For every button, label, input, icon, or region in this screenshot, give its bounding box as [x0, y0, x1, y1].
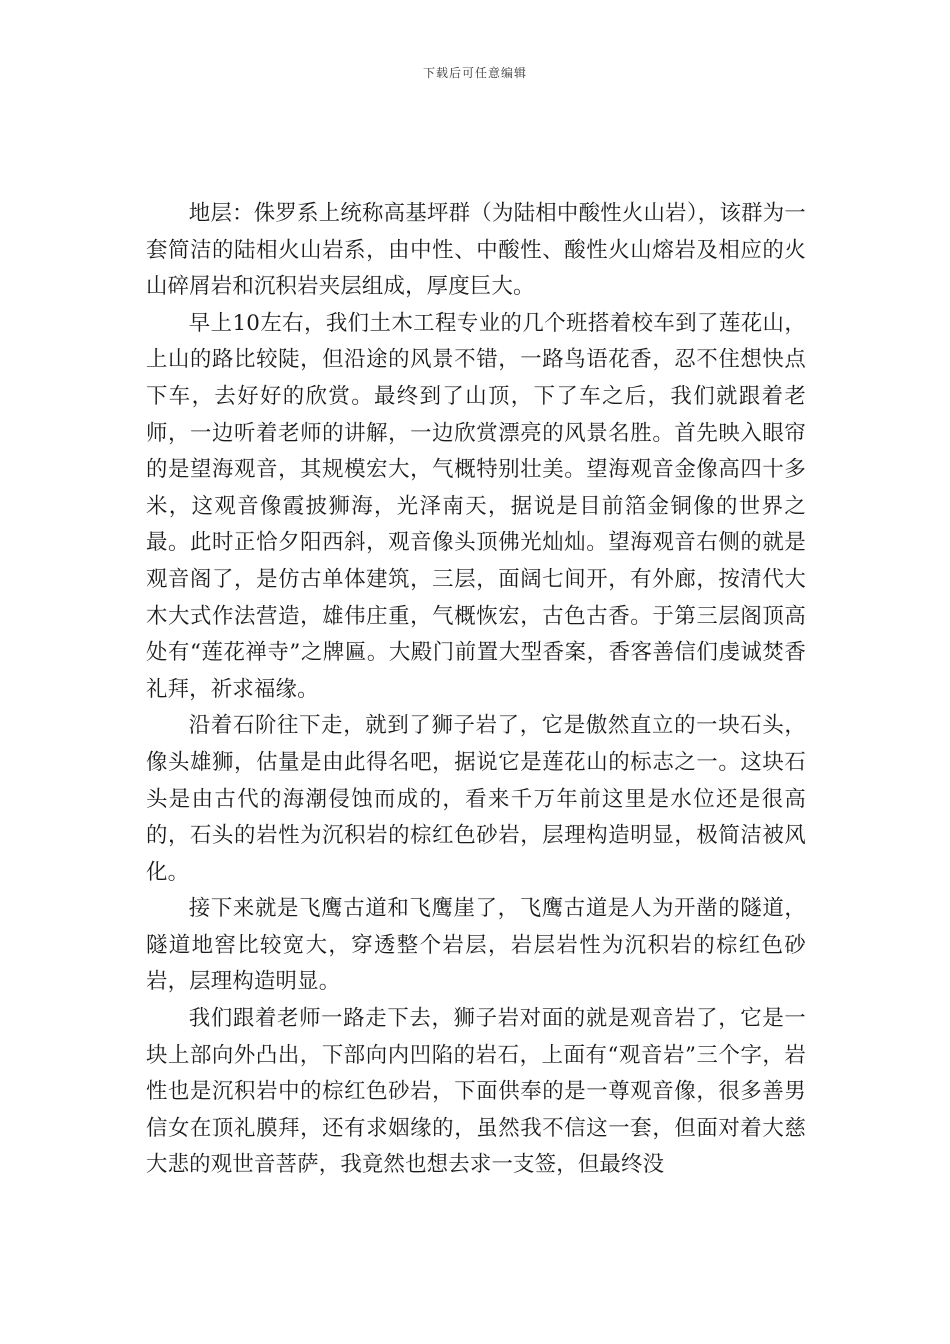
paragraph-eagle-road: 接下来就是飞鹰古道和飞鹰崖了，飞鹰古道是人为开凿的隧道，隧道地窖比较宽大，穿透整个岩层，岩层岩性为沉积岩的棕红色砂岩，层理构造明显。	[146, 896, 806, 995]
paragraph-lion-rock: 沿着石阶往下走，就到了狮子岩了，它是傲然直立的一块石头，像头雄狮，估量是由此得名吧，据说它是莲花山的标志之一。这块石头是由古代的海潮侵蚀而成的，看来千万年前这里是水位还是很高的，石头的岩性为沉积岩的棕红色砂岩，层理构造明显，极简洁被风化。	[146, 713, 806, 885]
page-header-note: 下载后可任意编辑	[422, 66, 527, 80]
paragraph-guanyin-rock: 我们跟着老师一路走下去，狮子岩对面的就是观音岩了，它是一块上部向外凸出，下部向内凹陷的岩石，上面有“观音岩”三个字，岩性也是沉积岩中的棕红色砂岩，下面供奉的是一尊观音像，很多善男信女在顶礼膜拜，还有求姻缘的，虽然我不信这一套，但面对着大慈大悲的观世音菩萨，我竟然也想去求一支签，但最终没	[146, 1006, 806, 1178]
document-body	[146, 196, 806, 1184]
paragraph-lotus-mountain-visit: 早上10左右，我们土木工程专业的几个班搭着校车到了莲花山，上山的路比较陡，但沿途的风景不错，一路鸟语花香，忍不住想快点下车，去好好的欣赏。最终到了山顶，下了车之后，我们就跟着老师，一边听着老师的讲解，一边欣赏漂亮的风景名胜。首先映入眼帘的是望海观音，其规模宏大，气概特别壮美。望海观音金像高四十多米，这观音像霞披狮海，光泽南天，据说是目前箔金铜像的世界之最。此时正恰夕阳西斜，观音像头顶佛光灿灿。望海观音右侧的就是观音阁了，是仿古单体建筑，三层，面阔七间开，有外廊，按清代大木大式作法营造，雄伟庄重，气概恢宏，古色古香。于第三层阁顶高处有“莲花禅寺”之牌匾。大殿门前置大型香案，香客善信们虔诚焚香礼拜，祈求福缘。	[146, 310, 806, 702]
paragraph-strata: 地层：侏罗系上统称高基坪群（为陆相中酸性火山岩），该群为一套简洁的陆相火山岩系，由中性、中酸性、酸性火山熔岩及相应的火山碎屑岩和沉积岩夹层组成，厚度巨大。	[146, 201, 806, 300]
